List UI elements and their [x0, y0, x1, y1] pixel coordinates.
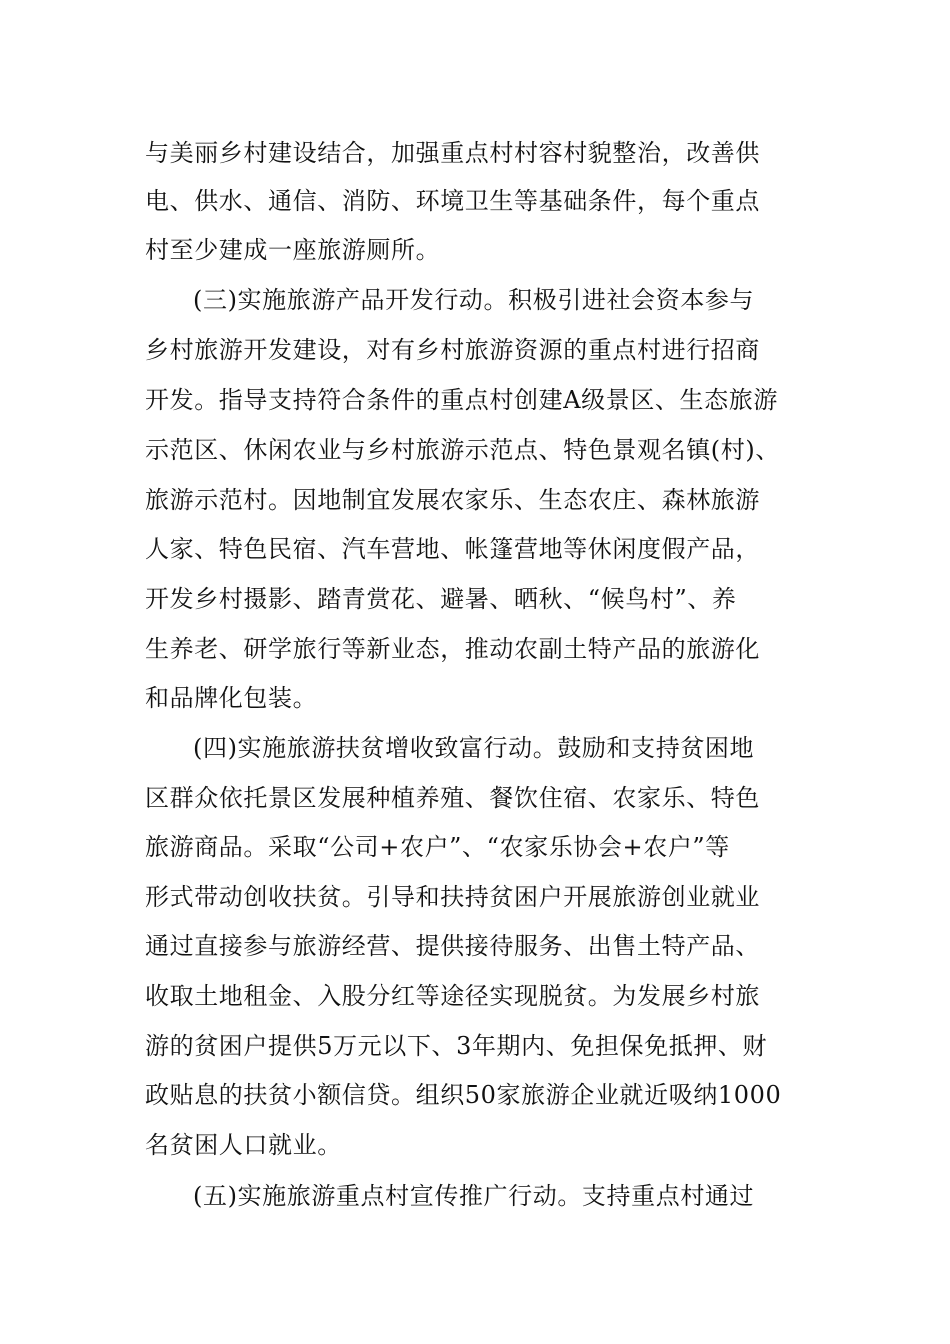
text-line: 生养老、研学旅行等新业态，推动农副土特产品的旅游化	[145, 635, 760, 663]
paragraph-3-first-line: (三)实施旅游产品开发行动。积极引进社会资本参与	[193, 286, 755, 314]
text-line: 区群众依托景区发展种植养殖、餐饮住宿、农家乐、特色	[145, 784, 760, 812]
text-line: 游的贫困户提供5万元以下、3年期内、免担保免抵押、财	[145, 1032, 768, 1060]
paragraph-5-first-line: (五)实施旅游重点村宣传推广行动。支持重点村通过	[193, 1182, 755, 1210]
text-line: 与美丽乡村建设结合，加强重点村村容村貌整治，改善供	[145, 139, 760, 167]
text-line: 旅游示范村。因地制宜发展农家乐、生态农庄、森林旅游	[145, 486, 760, 514]
text-line: 示范区、休闲农业与乡村旅游示范点、特色景观名镇(村)、	[145, 436, 780, 464]
text-line: 乡村旅游开发建设，对有乡村旅游资源的重点村进行招商	[145, 336, 760, 364]
text-line: 名贫困人口就业。	[145, 1131, 342, 1159]
text-line: 政贴息的扶贫小额信贷。组织50家旅游企业就近吸纳1000	[145, 1081, 782, 1109]
text-line: 通过直接参与旅游经营、提供接待服务、出售土特产品、	[145, 932, 760, 960]
text-line: 收取土地租金、入股分红等途径实现脱贫。为发展乡村旅	[145, 982, 760, 1010]
text-line: 村至少建成一座旅游厕所。	[145, 236, 441, 264]
text-line: 旅游商品。采取“公司+农户”、“农家乐协会+农户”等	[145, 833, 730, 861]
text-line: 开发。指导支持符合条件的重点村创建A级景区、生态旅游	[145, 386, 778, 414]
text-line: 电、供水、通信、消防、环境卫生等基础条件，每个重点	[145, 187, 760, 215]
text-line: 形式带动创收扶贫。引导和扶持贫困户开展旅游创业就业	[145, 883, 760, 911]
text-line: 开发乡村摄影、踏青赏花、避暑、晒秋、“候鸟村”、养	[145, 585, 737, 613]
text-line: 人家、特色民宿、汽车营地、帐篷营地等休闲度假产品，	[145, 535, 760, 563]
text-line: 和品牌化包装。	[145, 684, 318, 712]
paragraph-4-first-line: (四)实施旅游扶贫增收致富行动。鼓励和支持贫困地	[193, 734, 755, 762]
